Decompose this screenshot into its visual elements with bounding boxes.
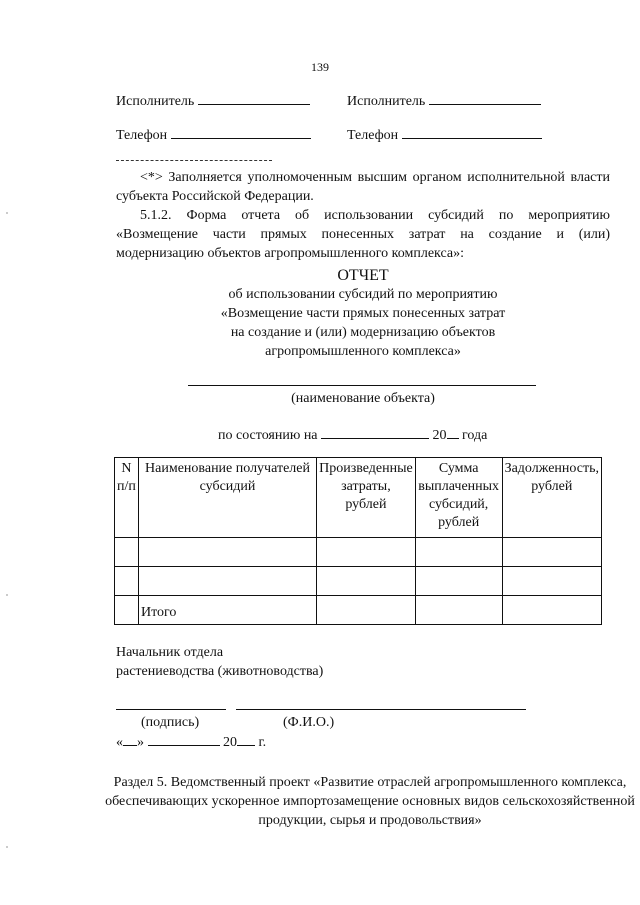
signoff-position-line2: растениеводства (животноводства) bbox=[116, 664, 324, 679]
phone-blank-left bbox=[171, 124, 311, 139]
phone-right bbox=[347, 124, 542, 145]
table-cell bbox=[317, 538, 416, 567]
as-of-date bbox=[218, 424, 487, 445]
signoff-year-prefix: 20 bbox=[223, 735, 237, 750]
date-open-quote: « bbox=[116, 735, 123, 750]
col-header-debt: Задолженность, рублей bbox=[502, 458, 601, 538]
scan-speck bbox=[6, 594, 8, 596]
total-label: Итого bbox=[138, 596, 316, 625]
executor-blank-right bbox=[429, 90, 541, 105]
executor-label: Исполнитель bbox=[116, 94, 195, 109]
report-table bbox=[114, 457, 602, 625]
signoff-year-blank bbox=[237, 731, 255, 746]
table-total-row bbox=[115, 596, 602, 625]
clause-text: 5.1.2. Форма отчета об использовании субсидий по мероприятию «Возмещение части прямых понесенных затрат на создание и (или) модернизацию объектов агропромышленного комплекса»: bbox=[116, 208, 610, 261]
phone-label: Телефон bbox=[116, 128, 168, 143]
executor-left bbox=[116, 90, 310, 111]
object-caption: (наименование объекта) bbox=[291, 391, 435, 406]
table-cell bbox=[317, 596, 416, 625]
col-header-recipients: Наименование получателей субсидий bbox=[138, 458, 316, 538]
report-subtitle-line: «Возмещение части прямых понесенных затрат bbox=[220, 306, 506, 321]
year-prefix: 20 bbox=[432, 428, 447, 443]
table-header-row bbox=[115, 458, 602, 538]
date-close-quote: » bbox=[137, 735, 144, 750]
month-blank bbox=[148, 731, 220, 746]
table-cell bbox=[138, 567, 316, 596]
table-cell bbox=[115, 567, 139, 596]
table-cell bbox=[317, 567, 416, 596]
report-subtitle-line: об использовании субсидий по мероприятию bbox=[228, 287, 498, 302]
executor-label: Исполнитель bbox=[347, 94, 426, 109]
table-cell bbox=[502, 567, 601, 596]
col-header-number: N п/п bbox=[115, 458, 139, 538]
as-of-date-blank bbox=[321, 424, 429, 439]
footnote-text: <*> Заполняется уполномоченным высшим органом исполнительной власти субъекта Российской Федерации. bbox=[116, 170, 610, 204]
table-cell bbox=[138, 538, 316, 567]
signature-line bbox=[116, 709, 226, 710]
executor-right bbox=[347, 90, 541, 111]
phone-blank-right bbox=[402, 124, 542, 139]
col-header-subsidies: Сумма выплаченных субсидий, рублей bbox=[415, 458, 502, 538]
day-blank bbox=[123, 731, 137, 746]
phone-left bbox=[116, 124, 311, 145]
scan-speck bbox=[6, 846, 8, 848]
year-suffix: года bbox=[462, 428, 488, 443]
footnote-separator bbox=[116, 160, 272, 161]
as-of-prefix: по состоянию на bbox=[218, 428, 318, 443]
table-cell bbox=[415, 567, 502, 596]
table-cell bbox=[415, 596, 502, 625]
name-line bbox=[236, 709, 526, 710]
report-subtitle bbox=[116, 285, 610, 361]
signoff-date bbox=[116, 731, 266, 752]
table-cell bbox=[502, 596, 601, 625]
table-cell bbox=[415, 538, 502, 567]
report-subtitle-line: агропромышленного комплекса» bbox=[265, 344, 461, 359]
table-cell bbox=[115, 538, 139, 567]
table-row bbox=[115, 567, 602, 596]
scan-speck bbox=[6, 212, 8, 214]
year-blank bbox=[447, 424, 459, 439]
name-caption: (Ф.И.О.) bbox=[283, 715, 335, 730]
table-row bbox=[115, 538, 602, 567]
page-number: 139 bbox=[311, 60, 329, 74]
report-title: ОТЧЕТ bbox=[337, 267, 389, 284]
table-cell bbox=[502, 538, 601, 567]
signature-caption: (подпись) bbox=[141, 715, 200, 730]
signoff-position-line1: Начальник отдела bbox=[116, 645, 224, 660]
report-subtitle-line: на создание и (или) модернизацию объектов bbox=[230, 325, 496, 340]
object-name-line bbox=[188, 385, 536, 386]
col-header-costs: Произведенные затраты, рублей bbox=[317, 458, 416, 538]
section-title: Раздел 5. Ведомственный проект «Развитие отраслей агропромышленного комплекса, обеспечивающих ускоренное импортозамещение основных видов сельскохозяйственной продукции, сырья и продовольствия» bbox=[105, 775, 635, 828]
table-cell bbox=[115, 596, 139, 625]
phone-label: Телефон bbox=[347, 128, 399, 143]
signoff-year-suffix: г. bbox=[258, 735, 267, 750]
executor-blank-left bbox=[198, 90, 310, 105]
